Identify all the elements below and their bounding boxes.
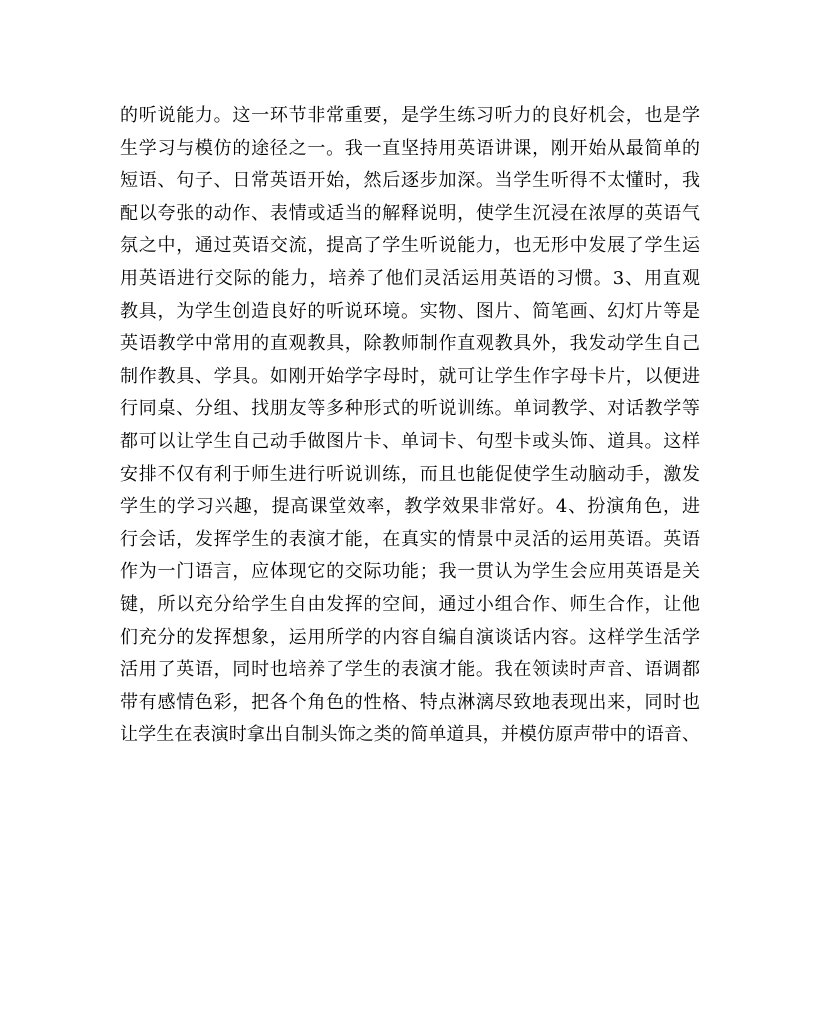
text-line: 行会话，发挥学生的表演才能，在真实的情景中灵活的运用英语。英语 (120, 528, 700, 550)
text-line: 教具，为学生创造良好的听说环境。实物、图片、简笔画、幻灯片等是 (120, 300, 700, 322)
text-line: 配以夸张的动作、表情或适当的解释说明，使学生沉浸在浓厚的英语气 (120, 202, 700, 224)
text-line: 生学习与模仿的途径之一。我一直坚持用英语讲课，刚开始从最简单的 (120, 137, 700, 159)
text-line: 键，所以充分给学生自由发挥的空间，通过小组合作、师生合作，让他 (120, 593, 700, 615)
text-line: 带有感情色彩，把各个角色的性格、特点淋漓尽致地表现出来，同时也 (120, 691, 700, 713)
body-paragraph (120, 100, 700, 752)
text-line: 用英语进行交际的能力，培养了他们灵活运用英语的习惯。3、用直观 (120, 267, 700, 289)
text-line: 行同桌、分组、找朋友等多种形式的听说训练。单词教学、对话教学等 (120, 398, 700, 420)
text-line: 的听说能力。这一环节非常重要，是学生练习听力的良好机会，也是学 (120, 105, 700, 126)
text-line: 都可以让学生自己动手做图片卡、单词卡、句型卡或头饰、道具。这样 (120, 430, 700, 452)
text-line: 英语教学中常用的直观教具，除教师制作直观教具外，我发动学生自己 (120, 333, 700, 355)
text-line: 短语、句子、日常英语开始，然后逐步加深。当学生听得不太懂时，我 (120, 170, 700, 192)
text-line: 们充分的发挥想象，运用所学的内容自编自演谈话内容。这样学生活学 (120, 626, 700, 648)
text-line: 作为一门语言，应体现它的交际功能；我一贯认为学生会应用英语是关 (120, 561, 700, 583)
text-line: 氛之中，通过英语交流，提高了学生听说能力，也无形中发展了学生运 (120, 235, 700, 257)
text-line: 制作教具、学具。如刚开始学字母时，就可让学生作字母卡片，以便进 (120, 365, 700, 387)
text-line: 安排不仅有利于师生进行听说训练，而且也能促使学生动脑动手，激发 (120, 463, 700, 485)
text-line: 让学生在表演时拿出自制头饰之类的简单道具，并模仿原声带中的语音、 (120, 724, 700, 746)
text-line: 活用了英语，同时也培养了学生的表演才能。我在领读时声音、语调都 (120, 659, 700, 681)
text-line: 学生的学习兴趣，提高课堂效率，教学效果非常好。4、扮演角色，进 (120, 496, 700, 518)
